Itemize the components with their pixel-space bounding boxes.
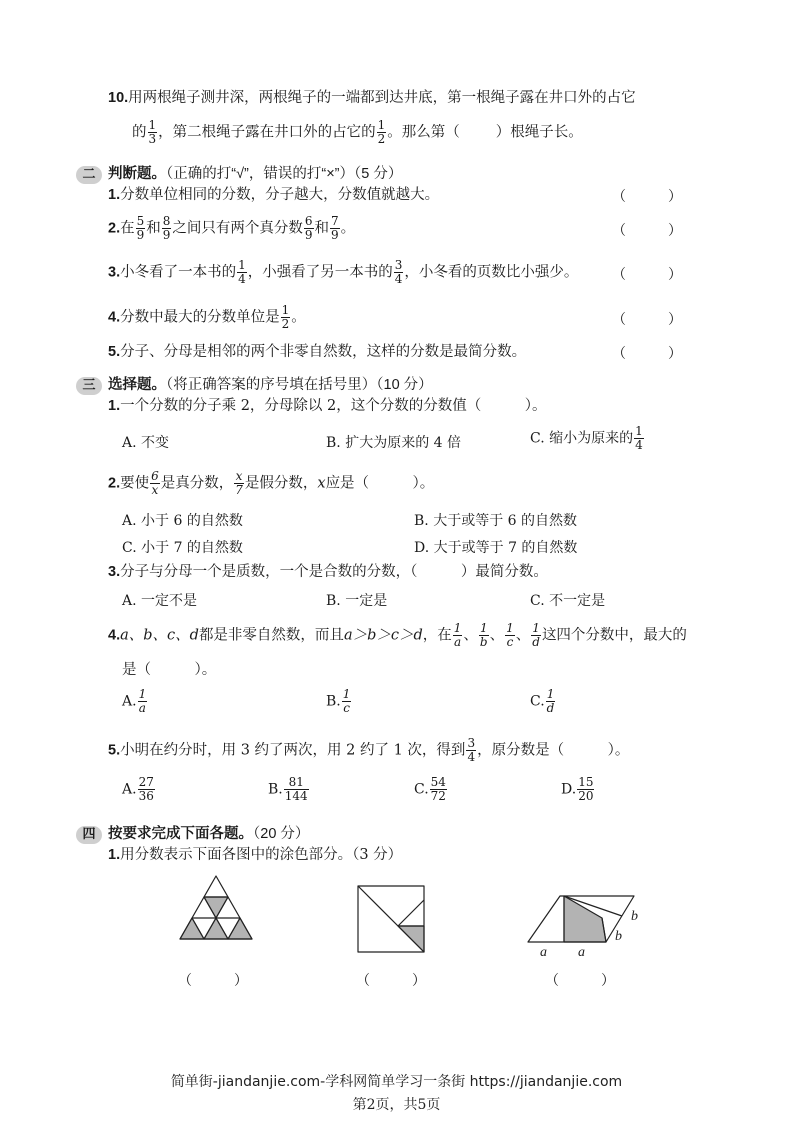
question-number: 5. bbox=[108, 742, 121, 759]
answer-paren[interactable]: （ ） bbox=[612, 266, 682, 282]
label-b: b bbox=[615, 929, 622, 944]
choice-q2 bbox=[108, 470, 434, 497]
text: ，在 bbox=[422, 627, 452, 644]
section-note: （20 分） bbox=[253, 826, 310, 842]
label-a: a bbox=[578, 945, 585, 960]
text: ，小冬看的页数比小强少。 bbox=[404, 264, 579, 281]
question-10-line2 bbox=[132, 119, 583, 146]
inequality: a＞b＞c＞d bbox=[343, 627, 423, 644]
section-badge: 四 bbox=[76, 826, 102, 844]
question-10 bbox=[108, 88, 636, 108]
text: 。那么第（ bbox=[387, 124, 460, 141]
question-text: 用分数表示下面各图中的涂色部分。（3 分） bbox=[120, 847, 403, 863]
triangle-figure bbox=[168, 870, 264, 956]
text: 应是（ ）。 bbox=[325, 475, 435, 492]
parallelogram-figure bbox=[522, 890, 652, 962]
question-number: 4. bbox=[108, 627, 121, 644]
choice-q1 bbox=[108, 396, 547, 416]
fraction: $\frac{1}{b}$ bbox=[479, 621, 488, 649]
choice-q4: 4.a、b、c、d都是非零自然数，而且a＞b＞c＞d，在 $\frac{1}{a}$ 、 $\frac{1}{b}$ 、 $\frac{1}{c}$ 、 $\frac{1}{d}$ 这四个分数中，最大的 bbox=[108, 621, 687, 649]
question-number: 2. bbox=[108, 220, 121, 237]
answer-paren[interactable]: （ ） bbox=[612, 311, 682, 327]
fraction: $\frac{3}{4}$ bbox=[467, 736, 476, 764]
text: 分子、分母是相邻的两个非零自然数，这样的分数是最简分数。 bbox=[120, 344, 527, 360]
shaded-triangle bbox=[204, 918, 228, 939]
question-number: 1. bbox=[108, 847, 121, 863]
square-figure bbox=[352, 880, 432, 960]
sec4-q1 bbox=[108, 845, 402, 865]
option-a[interactable]: A. 一定不是 bbox=[122, 593, 198, 609]
label-b: b bbox=[631, 909, 638, 924]
text: 和 bbox=[146, 220, 161, 237]
text: 都是非零自然数，而且 bbox=[198, 627, 344, 644]
text: 之间只有两个真分数 bbox=[172, 220, 303, 237]
option-a[interactable]: A. 小于 6 的自然数 bbox=[122, 513, 243, 529]
text: 分数中最大的分数单位是 bbox=[120, 309, 280, 326]
fraction: $\frac{8}{9}$ bbox=[162, 214, 171, 242]
section-title: 按要求完成下面各题。 bbox=[108, 826, 253, 842]
fraction: $\frac{3}{4}$ bbox=[394, 258, 403, 286]
question-number: 3. bbox=[108, 564, 121, 580]
answer-paren[interactable]: （ ） bbox=[612, 345, 682, 361]
footer-site: 简单街-jiandanjie.com-学科网简单学习一条街 https://jiandanjie.com bbox=[170, 1074, 623, 1090]
text: 。 bbox=[291, 309, 306, 326]
option-b[interactable]: B. 扩大为原来的 4 倍 bbox=[326, 435, 461, 451]
option-c[interactable]: C. 小于 7 的自然数 bbox=[122, 540, 243, 556]
judge-item-3 bbox=[108, 259, 578, 286]
option-c[interactable]: C. $\frac{1}{d}$ bbox=[530, 687, 555, 715]
page-number: 第2页，共5页 bbox=[352, 1097, 441, 1113]
fraction: $\frac{6}{x}$ bbox=[151, 469, 159, 497]
question-number: 5. bbox=[108, 344, 121, 360]
question-number: 2. bbox=[108, 475, 121, 492]
section-badge: 二 bbox=[76, 166, 102, 184]
question-number: 10. bbox=[108, 90, 129, 106]
fraction: $\frac{5}{9}$ bbox=[136, 214, 145, 242]
section-2-header bbox=[76, 162, 402, 184]
shaded-triangle bbox=[180, 918, 204, 939]
option-b[interactable]: B. 大于或等于 6 的自然数 bbox=[414, 513, 577, 529]
section-note: （正确的打“√”，错误的打“×”）（5 分） bbox=[166, 166, 403, 182]
option-a[interactable]: A. $\frac{27}{36}$ bbox=[122, 775, 154, 803]
option-b[interactable]: B. $\frac{81}{144}$ bbox=[268, 775, 308, 803]
section-title: 判断题。 bbox=[108, 166, 166, 182]
section-badge: 三 bbox=[76, 377, 102, 395]
fraction: $\frac{1}{2}$ bbox=[377, 118, 386, 146]
question-number: 4. bbox=[108, 309, 121, 326]
text: 这四个分数中，最大的 bbox=[541, 627, 687, 644]
text: 小明在约分时，用 3 约了两次，用 2 约了 1 次，得到 bbox=[120, 742, 466, 759]
variable: x bbox=[317, 475, 326, 492]
option-c[interactable]: C. 缩小为原来的 $\frac{1}{4}$ bbox=[530, 424, 643, 452]
shaded-triangle bbox=[228, 918, 252, 939]
judge-item-5 bbox=[108, 342, 526, 362]
text: ，第二根绳子露在井口外的占它的 bbox=[158, 124, 376, 141]
text: 。 bbox=[340, 220, 356, 237]
fraction: $\frac{1}{3}$ bbox=[148, 118, 157, 146]
fraction: $\frac{6}{9}$ bbox=[304, 214, 313, 242]
option-d[interactable]: D. $\frac{15}{20}$ bbox=[561, 775, 594, 803]
section-3-header bbox=[76, 373, 433, 395]
question-text: 一个分数的分子乘 2，分母除以 2，这个分数的分数值（ ）。 bbox=[120, 398, 547, 414]
option-b[interactable]: B. 一定是 bbox=[326, 593, 388, 609]
choice-q4-line2: 是（ ）。 bbox=[122, 662, 217, 678]
question-number: 3. bbox=[108, 264, 121, 281]
fraction: $\frac{1}{4}$ bbox=[238, 258, 246, 286]
fraction: $\frac{1}{d}$ bbox=[532, 621, 540, 649]
section-4-header bbox=[76, 822, 309, 844]
text: 的 bbox=[132, 124, 147, 141]
option-d[interactable]: D. 大于或等于 7 的自然数 bbox=[414, 540, 578, 556]
answer-paren[interactable]: （ ） bbox=[356, 972, 426, 988]
text: ）根绳子长。 bbox=[495, 124, 583, 141]
section-title: 选择题。 bbox=[108, 377, 166, 393]
fraction: $\frac{1}{c}$ bbox=[506, 621, 514, 649]
judge-item-2 bbox=[108, 215, 355, 242]
choice-q3 bbox=[108, 562, 548, 582]
judge-item-4 bbox=[108, 304, 306, 331]
option-c[interactable]: C. $\frac{54}{72}$ bbox=[414, 775, 446, 803]
text: 小冬看了一本书的 bbox=[120, 264, 237, 281]
question-text: 用两根绳子测井深，两根绳子的一端都到达井底，第一根绳子露在井口外的占它 bbox=[128, 90, 636, 106]
fraction: $\frac{7}{9}$ bbox=[331, 214, 339, 242]
question-text: 分子与分母一个是质数，一个是合数的分数，（ ）最简分数。 bbox=[120, 564, 548, 580]
answer-paren[interactable]: （ ） bbox=[612, 188, 682, 204]
answer-paren[interactable]: （ ） bbox=[545, 972, 615, 988]
option-c[interactable]: C. 不一定是 bbox=[530, 593, 606, 609]
shaded-triangle bbox=[204, 897, 228, 918]
answer-paren[interactable]: （ ） bbox=[612, 222, 682, 238]
option-a[interactable]: A. $\frac{1}{a}$ bbox=[122, 687, 147, 715]
option-b[interactable]: B. $\frac{1}{c}$ bbox=[326, 687, 351, 715]
text: ，小强看了另一本书的 bbox=[247, 264, 393, 281]
answer-paren[interactable]: （ ） bbox=[178, 972, 248, 988]
text: 在 bbox=[120, 220, 135, 237]
section-note: （将正确答案的序号填在括号里）（10 分） bbox=[166, 377, 433, 393]
choice-q5 bbox=[108, 737, 629, 764]
text: 和 bbox=[314, 220, 330, 237]
question-number: 1. bbox=[108, 398, 121, 414]
text: 要使 bbox=[120, 475, 150, 492]
variables: a、b、c、d bbox=[120, 627, 199, 644]
text: ，原分数是（ ）。 bbox=[477, 742, 630, 759]
option-a[interactable]: A. 不变 bbox=[122, 435, 170, 451]
judge-item-1 bbox=[108, 185, 439, 205]
fraction: $\frac{x}{7}$ bbox=[235, 469, 243, 497]
text: 是假分数， bbox=[244, 475, 318, 492]
fraction: $\frac{1}{2}$ bbox=[281, 303, 290, 331]
question-text: 分数单位相同的分数，分子越大，分数值就越大。 bbox=[120, 187, 440, 203]
question-number: 1. bbox=[108, 187, 121, 203]
text: 是真分数， bbox=[160, 475, 234, 492]
label-a: a bbox=[540, 945, 547, 960]
fraction: $\frac{1}{a}$ bbox=[453, 621, 462, 649]
